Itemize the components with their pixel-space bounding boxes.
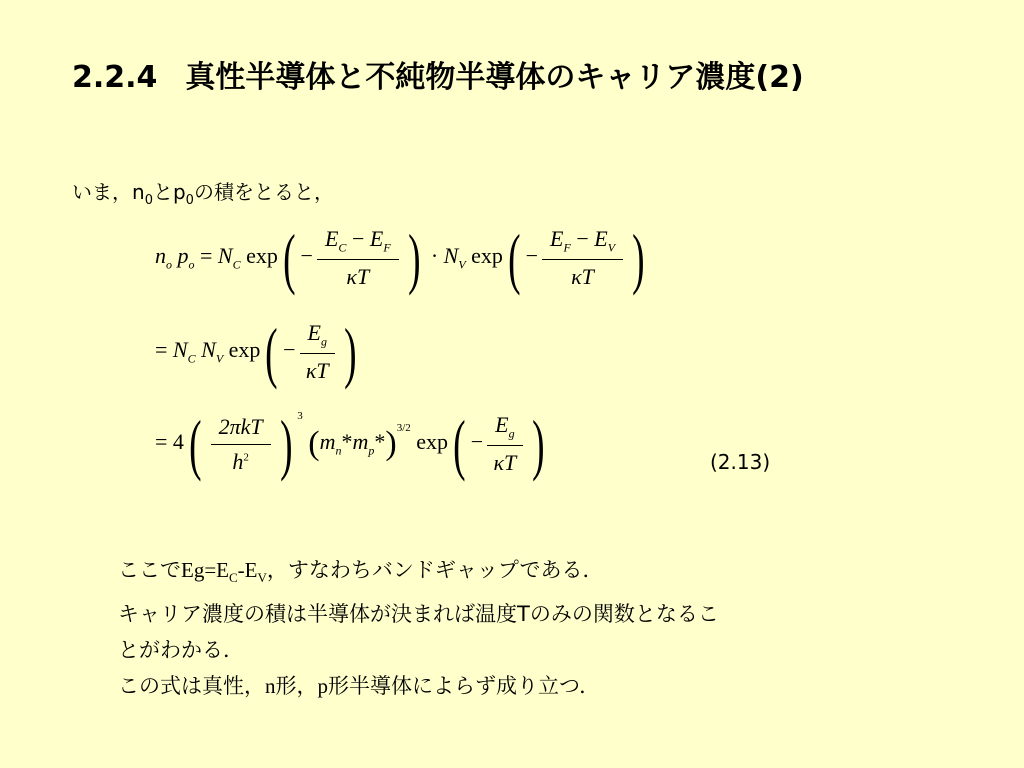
frac-num-minus: −: [351, 225, 365, 251]
eq2-Nc-sub: C: [187, 351, 196, 366]
eq-exp: exp: [246, 243, 278, 269]
eq3-mn: m: [319, 429, 336, 455]
eq-p-sub: o: [188, 257, 195, 272]
left-paren: (: [282, 220, 296, 296]
frac-den: κT: [346, 264, 370, 290]
eq3-num: 2πkT: [211, 414, 271, 445]
eq2-num-sub: g: [320, 334, 327, 349]
body-line4-c: 形半導体によらず成り立つ．: [328, 674, 601, 699]
eq3-exp-num-E: E: [495, 411, 509, 437]
eq3-mass-left-paren: (: [308, 425, 320, 462]
p0-subscript: 0: [185, 193, 194, 208]
body-line-2: キャリア濃度の積は半導体が決まれば温度Tのみの関数となるこ: [118, 602, 719, 627]
eq-exp-2: exp: [471, 243, 503, 269]
frac2-num-Ev: E: [594, 225, 608, 251]
eq3-star-1: *: [341, 429, 353, 455]
left-paren-2: (: [508, 220, 521, 296]
intro-text: [72, 176, 334, 208]
eq2-Nv-sub: V: [215, 351, 224, 366]
eq3-fraction: [211, 414, 271, 475]
frac-num-Ec-sub: C: [338, 240, 347, 255]
body-line1-c-sub: C: [229, 570, 238, 586]
body-line1-dash: -E: [237, 558, 258, 582]
frac2-num-Ev-sub: V: [607, 240, 616, 255]
eq-Nv: N: [443, 243, 459, 269]
equation-line-2: [155, 314, 362, 390]
n0-symbol: n: [132, 180, 145, 204]
eq3-exp-left-paren: (: [453, 406, 466, 482]
eq-Nc-sub: C: [232, 257, 241, 272]
slide-title: [72, 52, 804, 96]
frac-num-Ec: E: [324, 225, 339, 251]
eq3-power-3-2: 3/2: [396, 422, 411, 435]
eq-n: n: [155, 243, 166, 269]
frac2-num-Ef-sub: F: [563, 240, 571, 255]
eq3-equals-4: = 4: [155, 429, 184, 455]
frac2-num-minus: −: [576, 225, 589, 251]
eq3-power-3: 3: [297, 410, 303, 423]
frac2-num-Ef: E: [550, 225, 564, 251]
eq3-mp: m: [352, 429, 369, 455]
intro-part1: いま，: [72, 180, 132, 204]
eq2-right-paren: ): [344, 314, 357, 390]
eq3-den-h: h: [232, 448, 244, 474]
body-line1-eg: Eg=E: [181, 558, 229, 582]
eq2-Nc: N: [172, 337, 188, 363]
eq3-exp-num-sub: g: [508, 426, 515, 441]
right-paren: ): [407, 220, 421, 296]
eq2-left-paren: (: [265, 314, 278, 390]
eq-Nc: N: [217, 243, 233, 269]
body-line4-b: 形，: [275, 674, 318, 699]
body-text: [118, 552, 918, 704]
n0-subscript: 0: [144, 193, 153, 208]
frac-num-Ef-sub: F: [383, 240, 391, 255]
frac2-den: κT: [571, 264, 594, 290]
eq3-minus: −: [470, 429, 484, 455]
eq2-exp: exp: [228, 337, 261, 363]
fraction-2: [542, 226, 623, 290]
eq3-exp-den: κT: [493, 450, 517, 476]
eq-Nv-sub: V: [458, 257, 466, 272]
frac-num-Ef: E: [369, 225, 384, 251]
eq2-Nv: N: [201, 337, 216, 363]
body-line1-a: ここで: [118, 558, 181, 582]
eq3-mp-sub: p: [368, 443, 375, 458]
body-line4-n: n: [265, 674, 276, 699]
eq-minus: −: [300, 243, 313, 269]
equation-line-3: [155, 406, 549, 482]
eq3-left-paren: (: [189, 406, 202, 482]
body-line1-b: ，すなわちバンドギャップである．: [266, 558, 604, 582]
eq-equals: =: [200, 243, 213, 269]
intro-part2: の積をとると，: [193, 180, 334, 204]
eq-dot: ·: [430, 243, 439, 269]
eq3-star-2: *: [374, 429, 386, 455]
equation-number: (2.13): [710, 450, 771, 474]
eq-n-sub: o: [166, 257, 172, 272]
eq2-den: κT: [305, 358, 329, 384]
eq3-den-sup: 2: [243, 451, 249, 464]
eq-minus-2: −: [525, 243, 539, 269]
intro-mid: と: [152, 180, 173, 204]
title-text: 真性半導体と不純物半導体のキャリア濃度(2): [185, 60, 804, 95]
body-line-3: とがわかる．: [118, 638, 244, 663]
body-line1-v-sub: V: [257, 570, 267, 586]
eq-p: p: [177, 243, 189, 269]
eq3-mass-right-paren: ): [385, 425, 397, 462]
eq2-fraction: [300, 320, 335, 384]
eq3-exp: exp: [416, 429, 449, 455]
body-line-4: [118, 668, 918, 704]
p0-symbol: p: [172, 180, 186, 204]
body-line-1: [118, 552, 918, 596]
eq3-exp-right-paren: ): [531, 406, 545, 482]
right-paren-2: ): [632, 220, 645, 296]
fraction: [317, 226, 399, 290]
eq3-mn-sub: n: [335, 443, 342, 458]
eq2-minus: −: [283, 337, 296, 363]
body-line4-a: この式は真性，: [118, 674, 265, 699]
eq3-right-paren: ): [279, 406, 293, 482]
eq3-exp-fraction: [487, 412, 522, 476]
eq2-num-E: E: [307, 319, 321, 345]
equation-line-1: [155, 220, 650, 296]
eq2-equals: =: [155, 337, 168, 363]
body-line4-p: p: [317, 674, 328, 699]
section-number: 2.2.4: [72, 60, 158, 95]
